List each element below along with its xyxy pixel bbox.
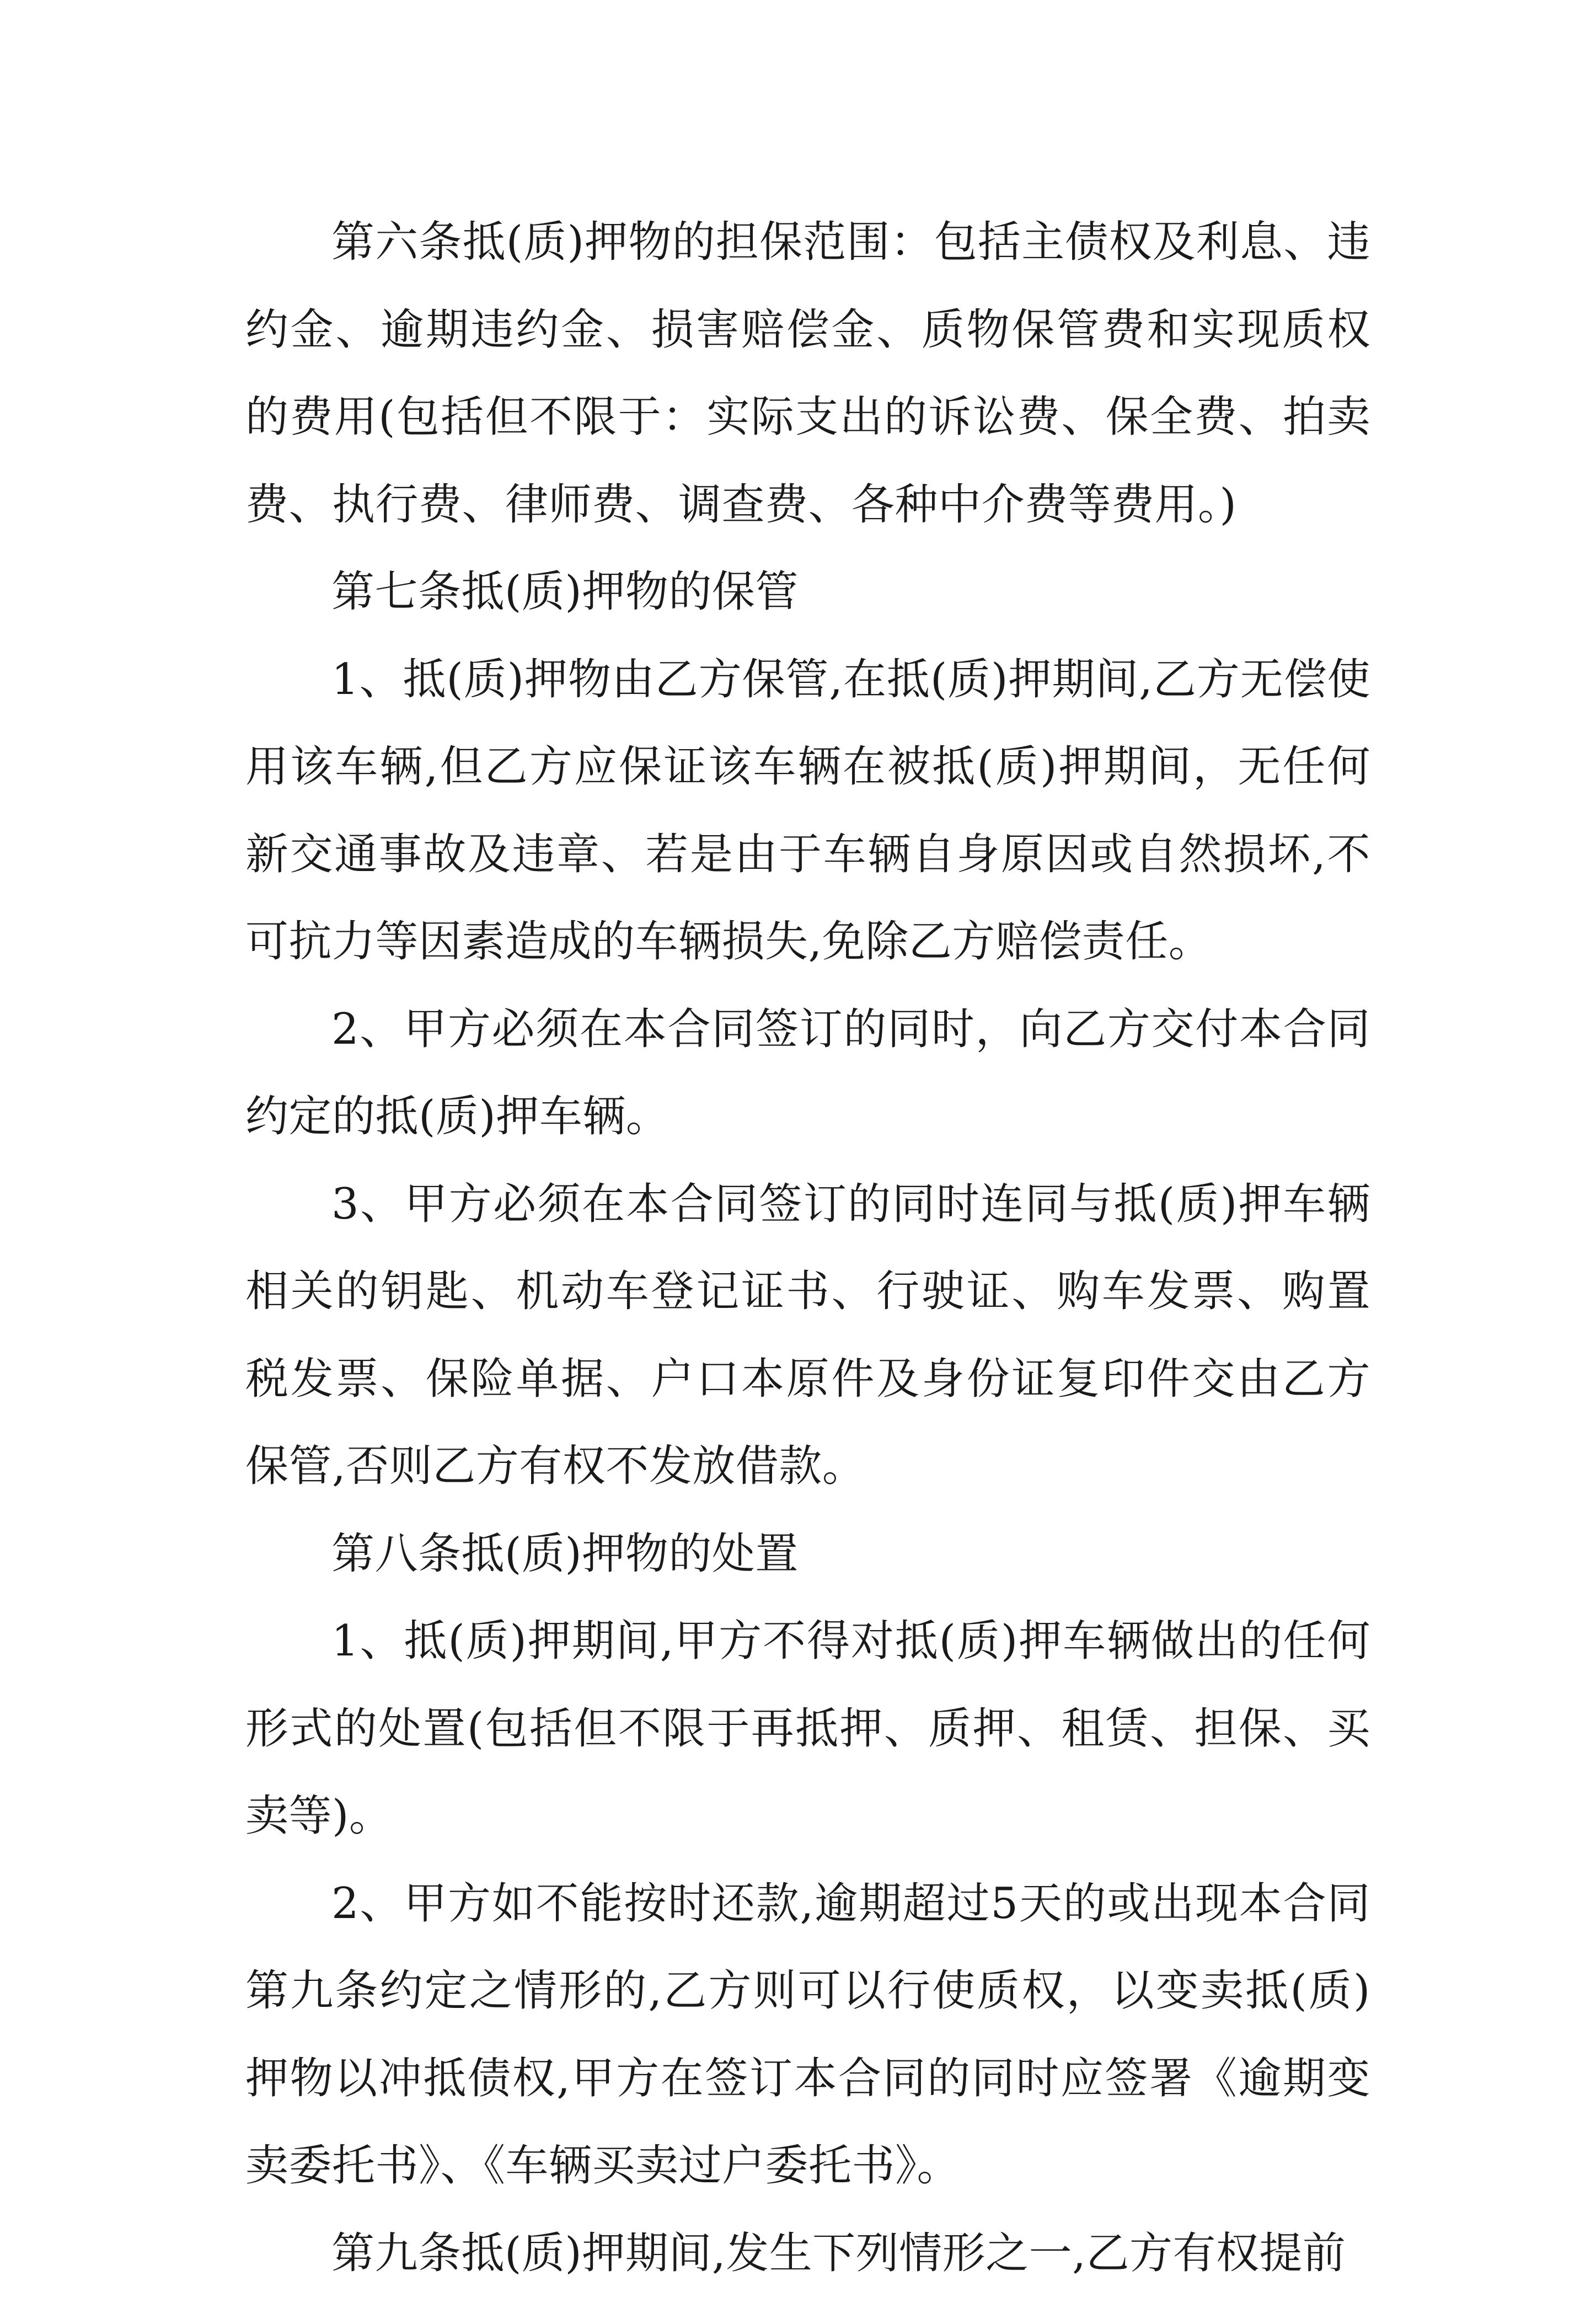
paragraph-article-9-start: 第九条抵(质)押期间,发生下列情形之一,乙方有权提前 [245,2210,1370,2297]
paragraph-custody-item-3: 3、甲方必须在本合同签订的同时连同与抵(质)押车辆相关的钥匙、机动车登记证书、行驶证、购车发票、购置税发票、保险单据、户口本原件及身份证复印件交由乙方保管,否则乙方有权不发放借款。 [245,1161,1370,1510]
paragraph-custody-item-1: 1、抵(质)押物由乙方保管,在抵(质)押期间,乙方无偿使用该车辆,但乙方应保证该车辆在被抵(质)押期间，无任何新交通事故及违章、若是由于车辆自身原因或自然损坏,不可抗力等因素造成的车辆损失,免除乙方赔偿责任。 [245,636,1370,986]
heading-article-8-disposal: 第八条抵(质)押物的处置 [245,1510,1370,1598]
heading-article-7-custody: 第七条抵(质)押物的保管 [245,548,1370,636]
paragraph-custody-item-2: 2、甲方必须在本合同签订的同时，向乙方交付本合同约定的抵(质)押车辆。 [245,986,1370,1161]
document-body [245,199,1370,2297]
paragraph-disposal-item-1: 1、抵(质)押期间,甲方不得对抵(质)押车辆做出的任何形式的处置(包括但不限于再抵押、质押、租赁、担保、买卖等)。 [245,1598,1370,1860]
paragraph-article-6-guarantee-scope: 第六条抵(质)押物的担保范围：包括主债权及利息、违约金、逾期违约金、损害赔偿金、质物保管费和实现质权的费用(包括但不限于：实际支出的诉讼费、保全费、拍卖费、执行费、律师费、调查费、各种中介费等费用。) [245,199,1370,548]
paragraph-disposal-item-2: 2、甲方如不能按时还款,逾期超过5天的或出现本合同第九条约定之情形的,乙方则可以行使质权，以变卖抵(质)押物以冲抵债权,甲方在签订本合同的同时应签署《逾期变卖委托书》、《车辆买卖过户委托书》。 [245,1860,1370,2210]
